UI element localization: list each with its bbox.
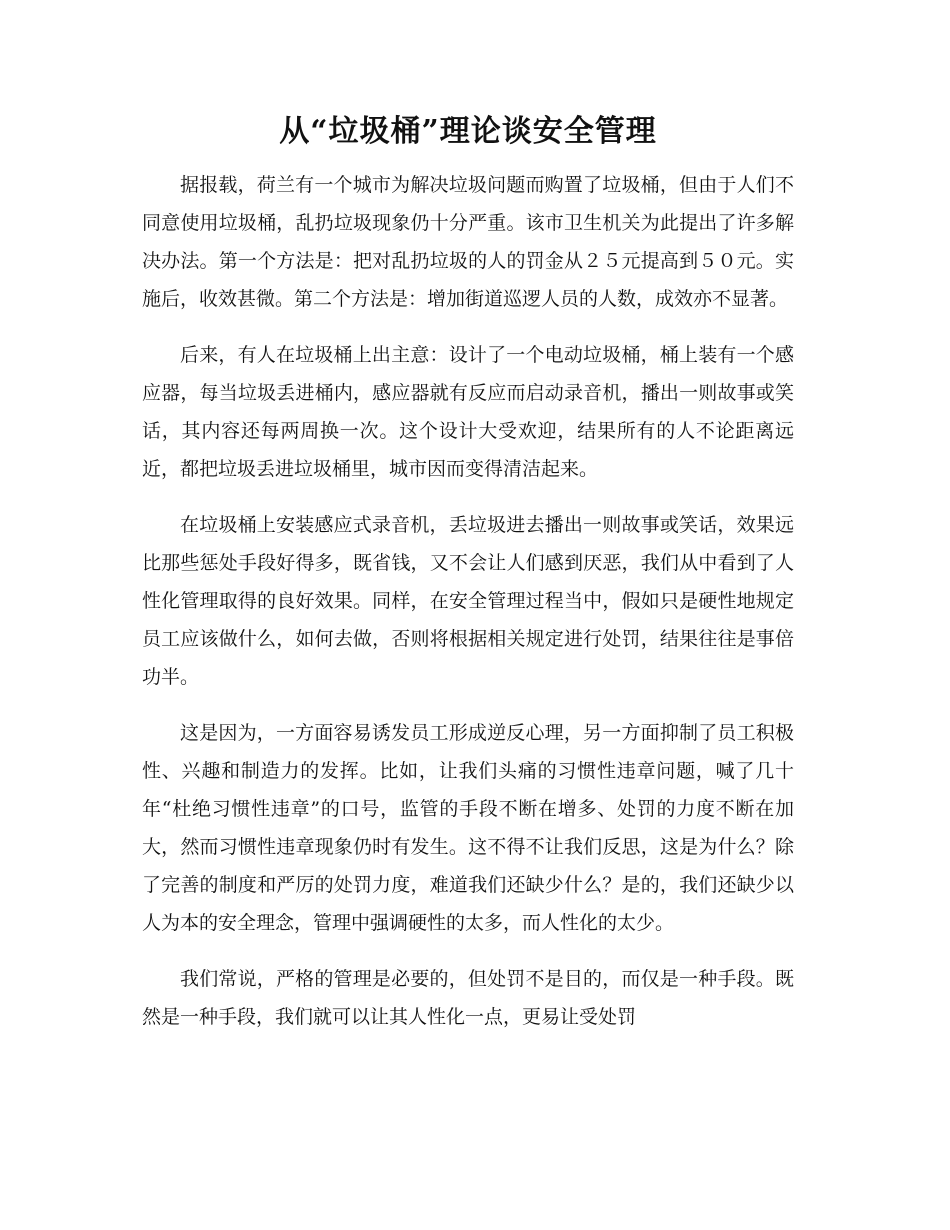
paragraph-2: 后来，有人在垃圾桶上出主意：设计了一个电动垃圾桶，桶上装有一个感应器，每当垃圾丢进桶内，感应器就有反应而启动录音机，播出一则故事或笑话，其内容还每两周换一次。这个设计大受欢迎，结果所有的人不论距离远近，都把垃圾丢进垃圾桶里，城市因而变得清洁起来。	[142, 344, 794, 480]
paragraph-4: 这是因为，一方面容易诱发员工形成逆反心理，另一方面抑制了员工积极性、兴趣和制造力的发挥。比如，让我们头痛的习惯性违章问题，喊了几十年“杜绝习惯性违章”的口号，监管的手段不断在增多、处罚的力度不断在加大，然而习惯性违章现象仍时有发生。这不得不让我们反思，这是为什么？除了完善的制度和严厉的处罚力度，难道我们还缺少什么？是的，我们还缺少以人为本的安全理念，管理中强调硬性的太多，而人性化的太少。	[142, 722, 794, 934]
document-page	[142, 108, 794, 1054]
document-title: 从“垃圾桶”理论谈安全管理	[279, 114, 657, 149]
paragraph-5: 我们常说，严格的管理是必要的，但处罚不是目的，而仅是一种手段。既然是一种手段，我们就可以让其人性化一点，更易让受处罚	[142, 968, 794, 1028]
paragraph-1: 据报载，荷兰有一个城市为解决垃圾问题而购置了垃圾桶，但由于人们不同意使用垃圾桶，乱扔垃圾现象仍十分严重。该市卫生机关为此提出了许多解决办法。第一个方法是：把对乱扔垃圾的人的罚金从２５元提高到５０元。实施后，收效甚微。第二个方法是：增加街道巡逻人员的人数，成效亦不显著。	[142, 174, 794, 310]
paragraph-3: 在垃圾桶上安装感应式录音机，丢垃圾进去播出一则故事或笑话，效果远比那些惩处手段好得多，既省钱，又不会让人们感到厌恶，我们从中看到了人性化管理取得的良好效果。同样，在安全管理过程当中，假如只是硬性地规定员工应该做什么，如何去做，否则将根据相关规定进行处罚，结果往往是事倍功半。	[142, 514, 794, 688]
